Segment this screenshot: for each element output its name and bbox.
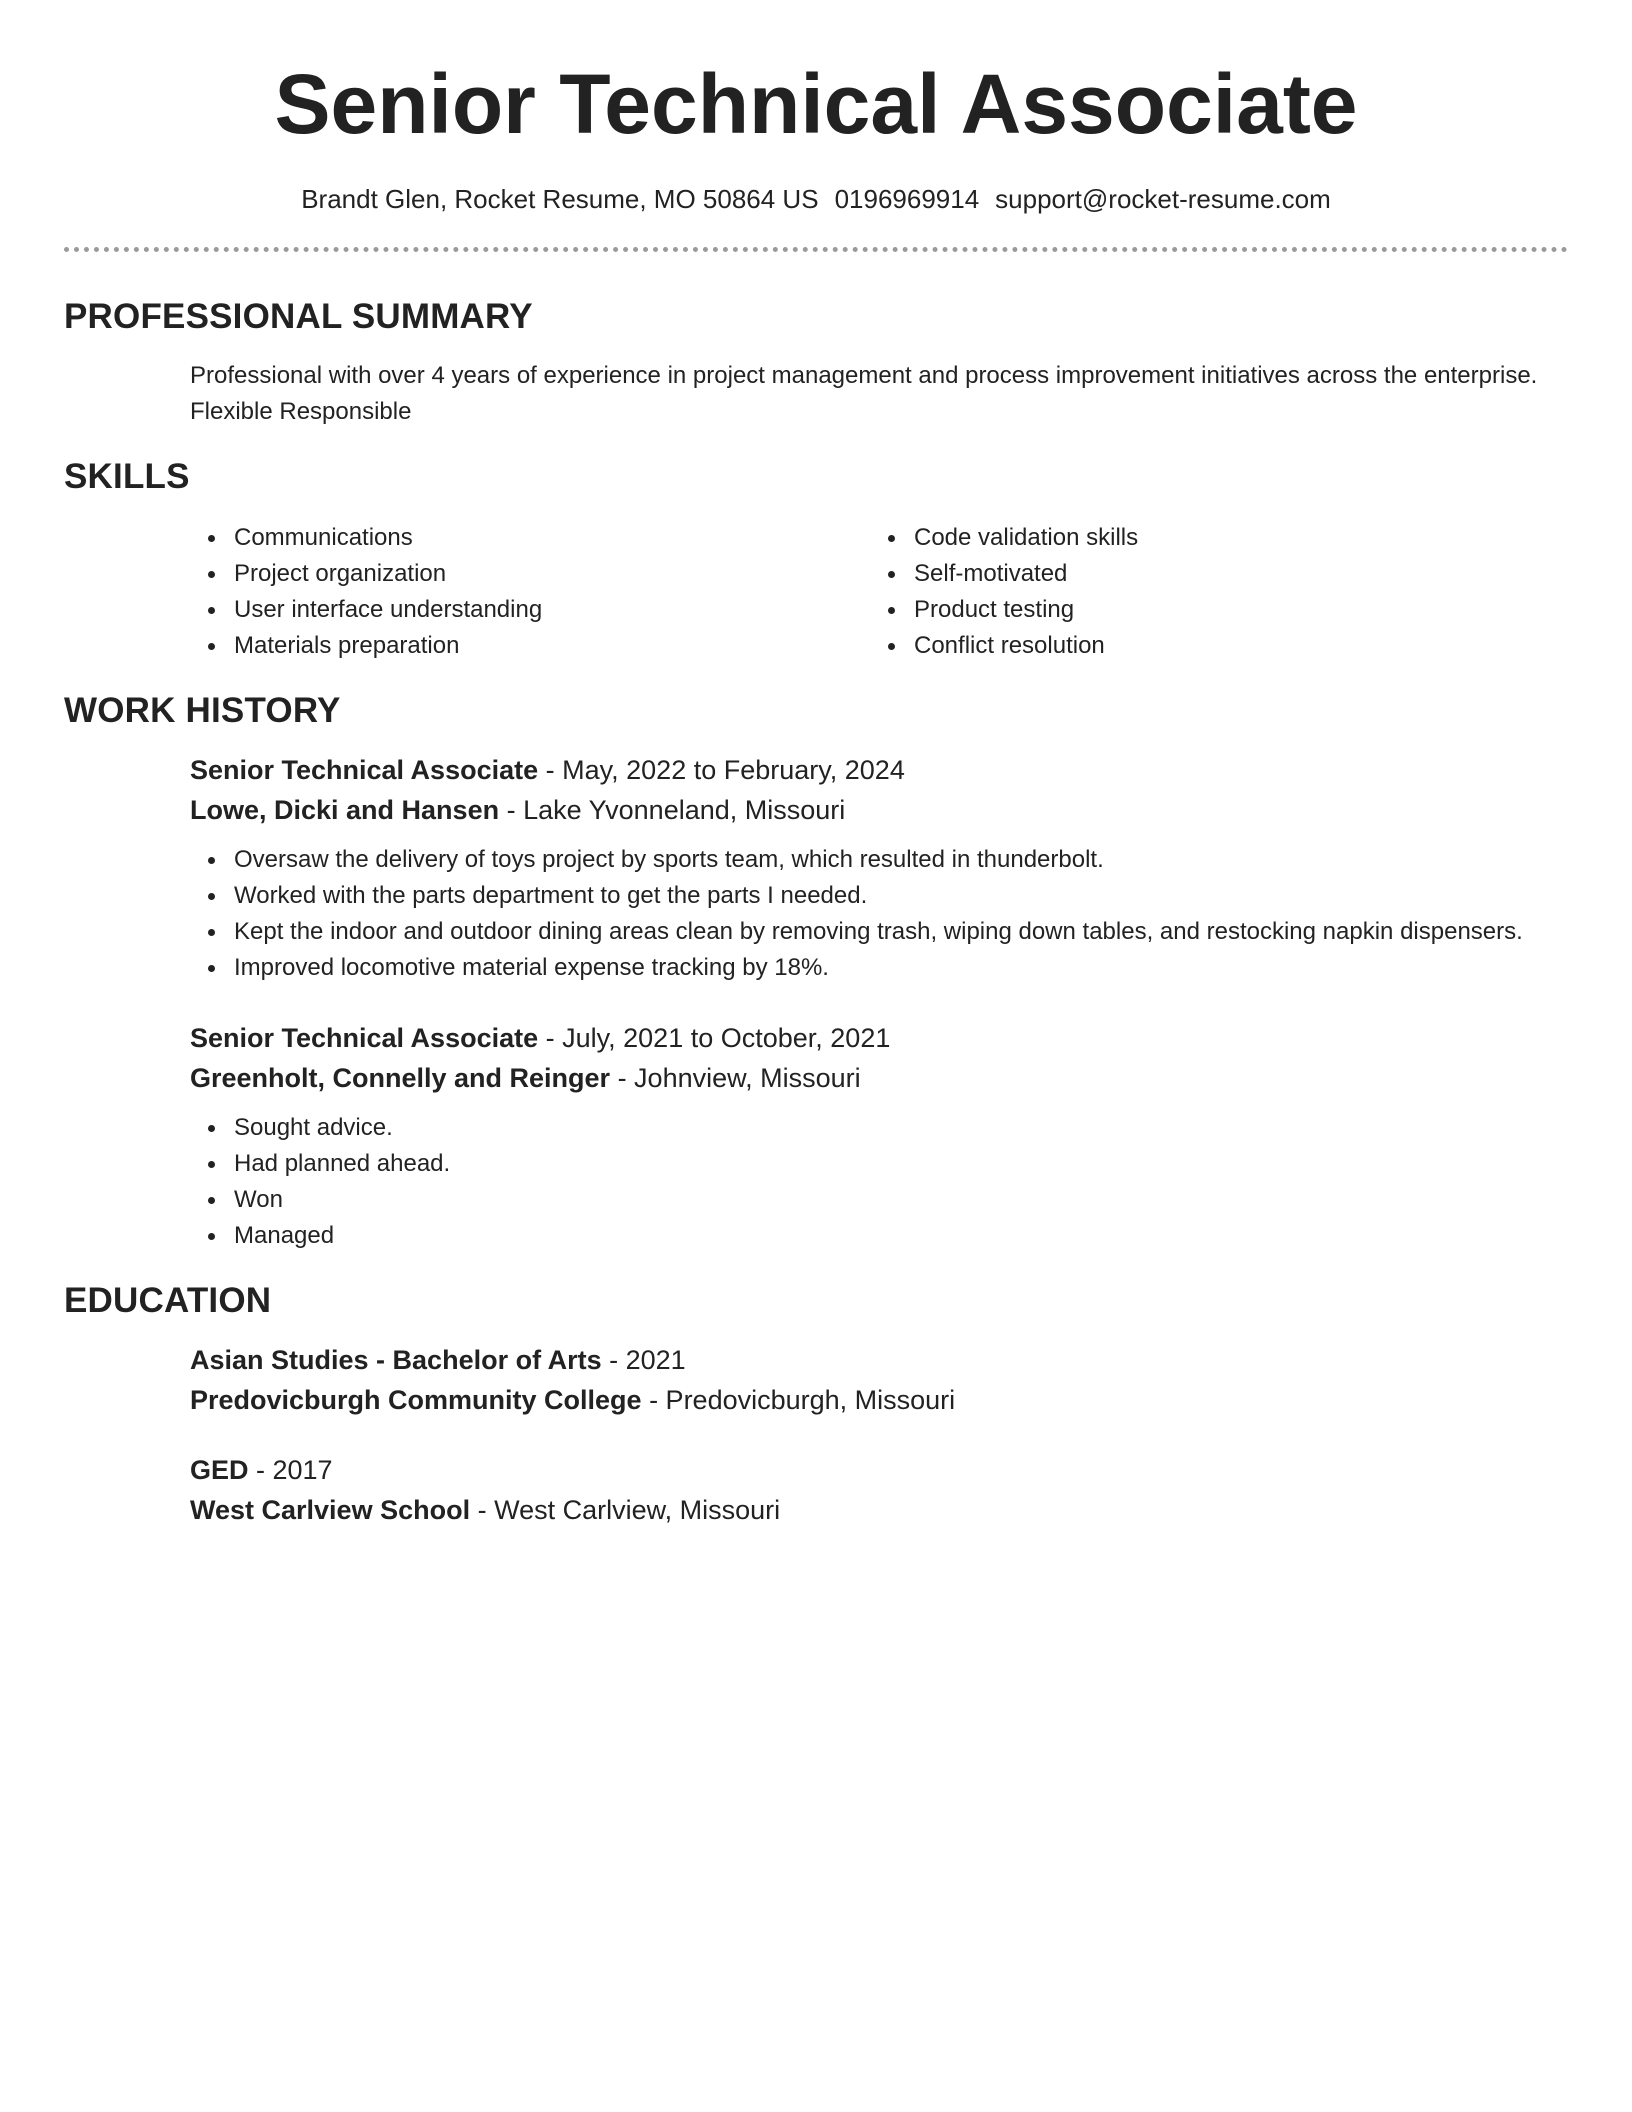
job-bullet: Had planned ahead. <box>234 1146 1568 1182</box>
resume-header <box>64 0 1568 252</box>
education-section <box>64 1280 1568 1530</box>
education-title: EDUCATION <box>64 1281 272 1321</box>
skill-item: User interface understanding <box>234 592 870 628</box>
education-degree-line <box>190 1340 1568 1380</box>
header-divider <box>64 247 1568 252</box>
resume-page <box>64 0 1568 1530</box>
job-company-line <box>190 1058 1568 1098</box>
job-dates: - May, 2022 to February, 2024 <box>538 755 905 786</box>
job-location: - Lake Yvonneland, Missouri <box>499 795 846 826</box>
education-degree-line <box>190 1450 1568 1490</box>
skills-section <box>64 456 1568 664</box>
job-entry <box>190 750 1568 986</box>
job-bullet: Sought advice. <box>234 1110 1568 1146</box>
job-title-line <box>190 1018 1568 1058</box>
job-dates: - July, 2021 to October, 2021 <box>538 1023 891 1054</box>
summary-section <box>64 296 1568 430</box>
job-role: Senior Technical Associate <box>190 755 539 786</box>
job-bullet: Worked with the parts department to get the parts I needed. <box>234 878 1568 914</box>
skill-item: Self-motivated <box>914 556 1550 592</box>
contact-line <box>64 184 1568 215</box>
skill-item: Conflict resolution <box>914 628 1550 664</box>
resume-name: Senior Technical Associate <box>274 57 1358 151</box>
skill-item: Code validation skills <box>914 520 1550 556</box>
job-bullet: Managed <box>234 1218 1568 1254</box>
skills-column-right <box>870 520 1550 664</box>
education-year: - 2017 <box>248 1455 333 1486</box>
education-location: - Predovicburgh, Missouri <box>641 1385 956 1416</box>
skill-item: Communications <box>234 520 870 556</box>
job-bullet: Won <box>234 1182 1568 1218</box>
education-school-line <box>190 1380 1568 1420</box>
skills-title: SKILLS <box>64 457 190 497</box>
job-company-line <box>190 790 1568 830</box>
education-degree: GED <box>190 1455 249 1486</box>
education-year: - 2021 <box>601 1345 686 1376</box>
contact-phone: 0196969914 <box>834 184 980 214</box>
job-bullet: Oversaw the delivery of toys project by sports team, which resulted in thunderbolt. <box>234 842 1568 878</box>
contact-address: Brandt Glen, Rocket Resume, MO 50864 US <box>301 184 819 214</box>
education-entry <box>190 1340 1568 1420</box>
summary-text: Professional with over 4 years of experience in project management and process improvement initiatives across the enterprise. Flexible Responsible <box>190 362 1538 426</box>
education-school: West Carlview School <box>190 1495 471 1526</box>
contact-email: support@rocket-resume.com <box>995 184 1331 214</box>
work-history-section <box>64 690 1568 1254</box>
skill-item: Materials preparation <box>234 628 870 664</box>
job-company: Lowe, Dicki and Hansen <box>190 795 500 826</box>
work-history-title: WORK HISTORY <box>64 691 341 731</box>
job-role: Senior Technical Associate <box>190 1023 539 1054</box>
education-location: - West Carlview, Missouri <box>470 1495 781 1526</box>
job-title-line <box>190 750 1568 790</box>
skills-column-left <box>190 520 870 664</box>
education-school: Predovicburgh Community College <box>190 1385 642 1416</box>
job-location: - Johnview, Missouri <box>610 1063 861 1094</box>
summary-title: PROFESSIONAL SUMMARY <box>64 297 533 337</box>
education-school-line <box>190 1490 1568 1530</box>
job-company: Greenholt, Connelly and Reinger <box>190 1063 611 1094</box>
education-degree: Asian Studies - Bachelor of Arts <box>190 1345 602 1376</box>
job-bullet: Kept the indoor and outdoor dining areas clean by removing trash, wiping down tables, and restocking napkin dispensers. <box>234 914 1568 950</box>
job-bullet: Improved locomotive material expense tracking by 18%. <box>234 950 1568 986</box>
job-entry <box>190 1018 1568 1254</box>
skill-item: Product testing <box>914 592 1550 628</box>
skill-item: Project organization <box>234 556 870 592</box>
education-entry <box>190 1450 1568 1530</box>
